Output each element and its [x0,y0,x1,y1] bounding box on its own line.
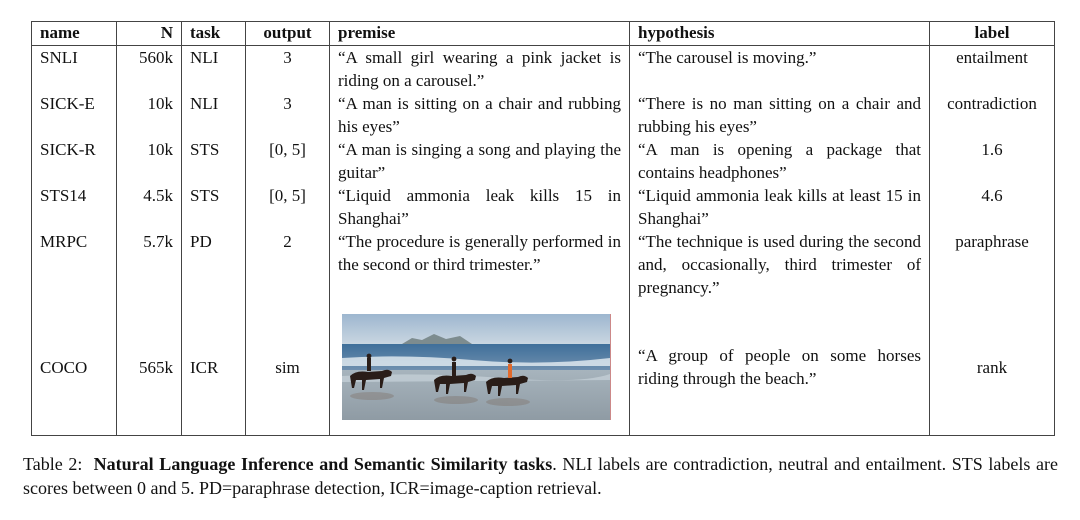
cell-n: 560k [117,46,182,93]
cell-task: STS [182,138,246,184]
table-row [32,138,1055,184]
table-row [32,230,1055,299]
cell-hypothesis: “A man is opening a package that contains headphones” [630,138,930,184]
cell-label: rank [930,299,1055,436]
cell-hypothesis: “Liquid ammonia leak kills at least 15 in Shanghai” [630,184,930,230]
header-hypothesis: hypothesis [630,22,930,46]
cell-task: PD [182,230,246,299]
beach-horses-photo [342,314,611,420]
cell-premise: “Liquid ammonia leak kills 15 in Shanghai” [330,184,630,230]
cell-label: paraphrase [930,230,1055,299]
cell-premise-image [330,299,630,436]
header-task: task [182,22,246,46]
cell-task: NLI [182,46,246,93]
table-row [32,184,1055,230]
cell-hypothesis: “There is no man sitting on a chair and rubbing his eyes” [630,92,930,138]
cell-hypothesis: “The technique is used during the second and, occasionally, third trimester of pregnancy.” [630,230,930,299]
cell-name: SNLI [32,46,117,93]
table-row [32,92,1055,138]
cell-premise: “The procedure is generally performed in the second or third trimester.” [330,230,630,299]
caption-text: . NLI labels are contradiction, neutral and entailment. STS labels are scores between 0 and 5. PD=paraphrase detection, ICR=image-caption retrieval. [23,454,1059,498]
cell-hypothesis: “The carousel is moving.” [630,46,930,93]
caption-title: Natural Language Inference and Semantic Similarity tasks [93,454,553,474]
cell-task: NLI [182,92,246,138]
cell-premise: “A small girl wearing a pink jacket is riding on a carousel.” [330,46,630,93]
cell-output: 2 [246,230,330,299]
cell-n: 565k [117,299,182,436]
cell-n: 4.5k [117,184,182,230]
header-premise: premise [330,22,630,46]
table-row [32,46,1055,93]
header-label: label [930,22,1055,46]
cell-task: STS [182,184,246,230]
cell-premise: “A man is singing a song and playing the guitar” [330,138,630,184]
cell-name: SICK-R [32,138,117,184]
cell-name: MRPC [32,230,117,299]
cell-output: 3 [246,46,330,93]
cell-task: ICR [182,299,246,436]
caption-prefix: Table 2: [23,454,83,474]
cell-n: 5.7k [117,230,182,299]
cell-hypothesis: “A group of people on some horses riding through the beach.” [630,299,930,436]
cell-n: 10k [117,138,182,184]
cell-label: 4.6 [930,184,1055,230]
cell-output: [0, 5] [246,184,330,230]
table-caption [23,452,1058,500]
cell-label: 1.6 [930,138,1055,184]
cell-output: [0, 5] [246,138,330,184]
header-name: name [32,22,117,46]
header-n: N [117,22,182,46]
cell-n: 10k [117,92,182,138]
cell-output: sim [246,299,330,436]
cell-premise: “A man is sitting on a chair and rubbing his eyes” [330,92,630,138]
header-output: output [246,22,330,46]
cell-output: 3 [246,92,330,138]
header-row [32,22,1055,46]
cell-name: COCO [32,299,117,436]
table-row [32,299,1055,436]
cell-name: STS14 [32,184,117,230]
cell-name: SICK-E [32,92,117,138]
tasks-table [31,21,1055,436]
cell-label: entailment [930,46,1055,93]
cell-label: contradiction [930,92,1055,138]
